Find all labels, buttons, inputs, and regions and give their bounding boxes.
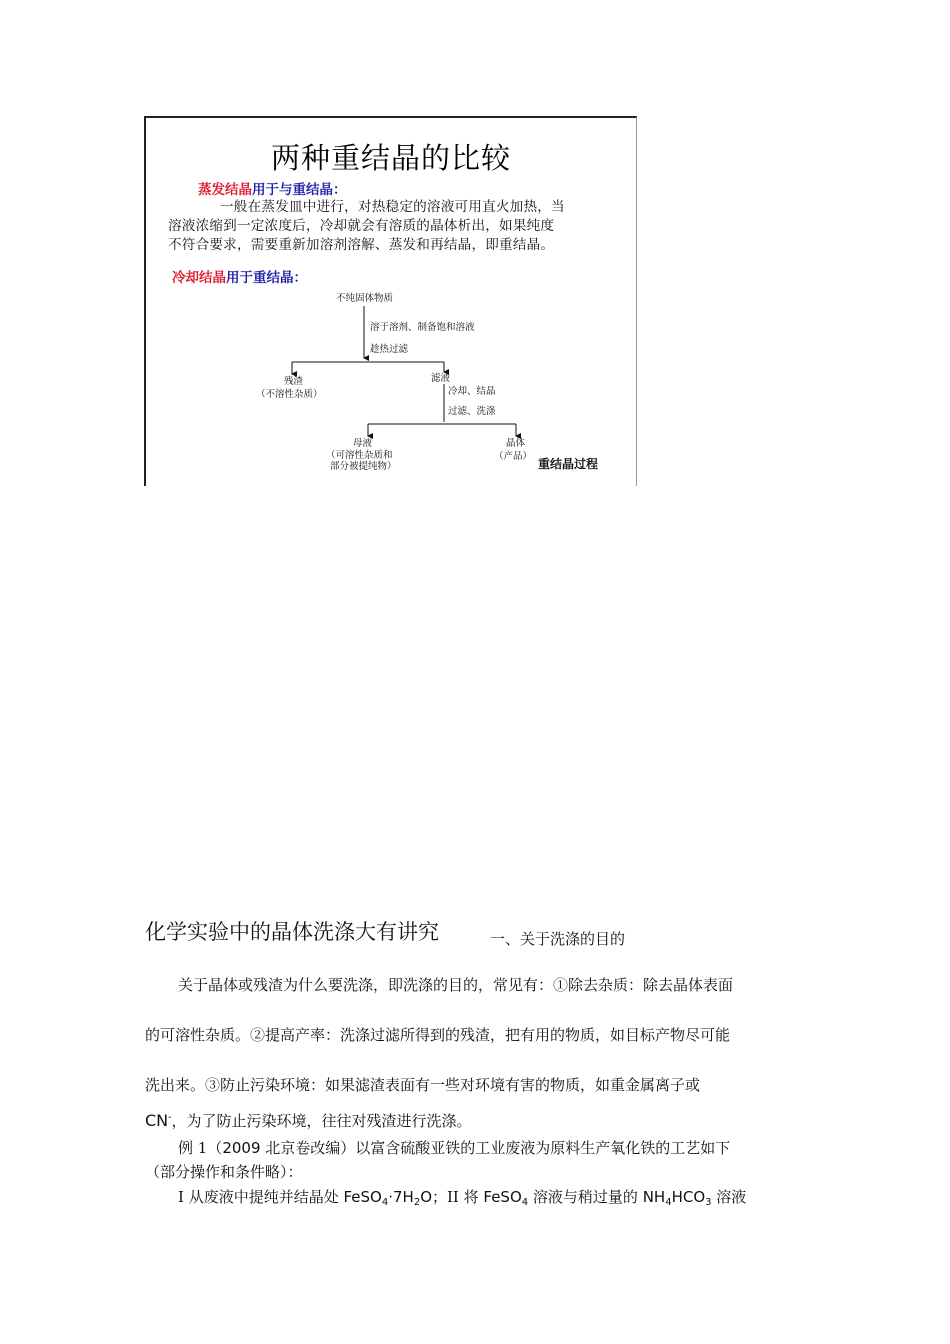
paragraph-line-1: 关于晶体或残渣为什么要洗涤，即洗涤的目的，常见有：①除去杂质：除去晶体表面 — [178, 976, 734, 994]
cyanide-formula: CN — [145, 1111, 169, 1130]
example-line-1-rest: 北京卷改编）以富含硫酸亚铁的工业废液为原料生产氧化铁的工艺如下 — [260, 1139, 731, 1157]
example-line-3-c: 溶液与稍过量的 — [528, 1188, 643, 1206]
flow-caption: 重结晶过程 — [538, 457, 599, 471]
cyanide-charge: - — [168, 1112, 172, 1123]
formula-feso4: FeSO$_4$ — [483, 1188, 529, 1208]
flow-mother-note-2: 部分被提纯物） — [330, 461, 397, 472]
example-line-2: （部分操作和条件略）： — [145, 1163, 303, 1181]
example-line-3-d: 溶液 — [711, 1188, 747, 1206]
example-line-3-a: I 从废液中提纯并结晶处 — [178, 1188, 344, 1206]
flow-step-1: 溶于溶剂、制备饱和溶液 — [370, 322, 475, 333]
flow-crystal-note: （产品） — [494, 451, 533, 462]
example-label: 例 1（ — [178, 1139, 223, 1157]
evaporation-line-1: 一般在蒸发皿中进行，对热稳定的溶液可用直火加热，当 — [220, 199, 565, 215]
figure-title: 两种重结晶的比较 — [270, 141, 511, 175]
flow-residue-note: （不溶性杂质） — [256, 389, 323, 400]
paragraph-line-3: 洗出来。③防止污染环境：如果滤渣表面有一些对环境有害的物质，如重金属离子或 — [145, 1076, 701, 1094]
example-year: 2009 — [222, 1139, 261, 1157]
flow-step-3: 冷却、结晶 — [448, 386, 496, 397]
recrystallization-figure — [144, 116, 637, 486]
evaporation-line-3: 不符合要求，需要重新加溶剂溶解、蒸发和再结晶，即重结晶。 — [168, 237, 555, 253]
paragraph-line-4-rest: ，为了防止污染环境，往往对残渣进行洗涤。 — [171, 1112, 472, 1130]
evaporation-heading-red: 蒸发结晶 — [198, 182, 252, 198]
recrystallization-flowchart — [146, 118, 637, 486]
evaporation-heading-blue: 用于与重结晶： — [252, 182, 347, 198]
article-title: 化学实验中的晶体洗涤大有讲究 — [145, 920, 439, 944]
paragraph-line-4 — [145, 1110, 472, 1131]
flow-mother-liquor: 母液 — [353, 438, 373, 449]
flow-filtrate: 滤液 — [431, 373, 451, 384]
example-line-1 — [178, 1137, 730, 1158]
example-line-3 — [178, 1186, 746, 1208]
flow-mother-note-1: （可溶性杂质和 — [326, 450, 393, 461]
cooling-heading-blue: 用于重结晶： — [226, 270, 307, 286]
formula-nh4hco3: $NH_4HCO_3$ — [642, 1188, 712, 1208]
flow-step-4: 过滤、洗涤 — [448, 406, 496, 417]
paragraph-line-2: 的可溶性杂质。②提高产率：洗涤过滤所得到的残渣，把有用的物质，如目标产物尽可能 — [145, 1026, 731, 1044]
flow-crystal: 晶体 — [506, 438, 526, 449]
flow-residue: 残渣 — [284, 376, 304, 387]
evaporation-line-2: 溶液浓缩到一定浓度后，冷却就会有溶质的晶体析出，如果纯度 — [168, 218, 555, 234]
cooling-heading-red: 冷却结晶 — [172, 270, 226, 286]
formula-feso4-7h2o: $FeSO_4\cdot 7H_2O$ — [343, 1188, 432, 1208]
flow-start: 不纯固体物质 — [336, 293, 394, 304]
flow-step-2: 趁热过滤 — [370, 344, 409, 355]
example-line-3-b: ；II 将 — [432, 1188, 484, 1206]
section-heading: 一、关于洗涤的目的 — [490, 930, 626, 948]
